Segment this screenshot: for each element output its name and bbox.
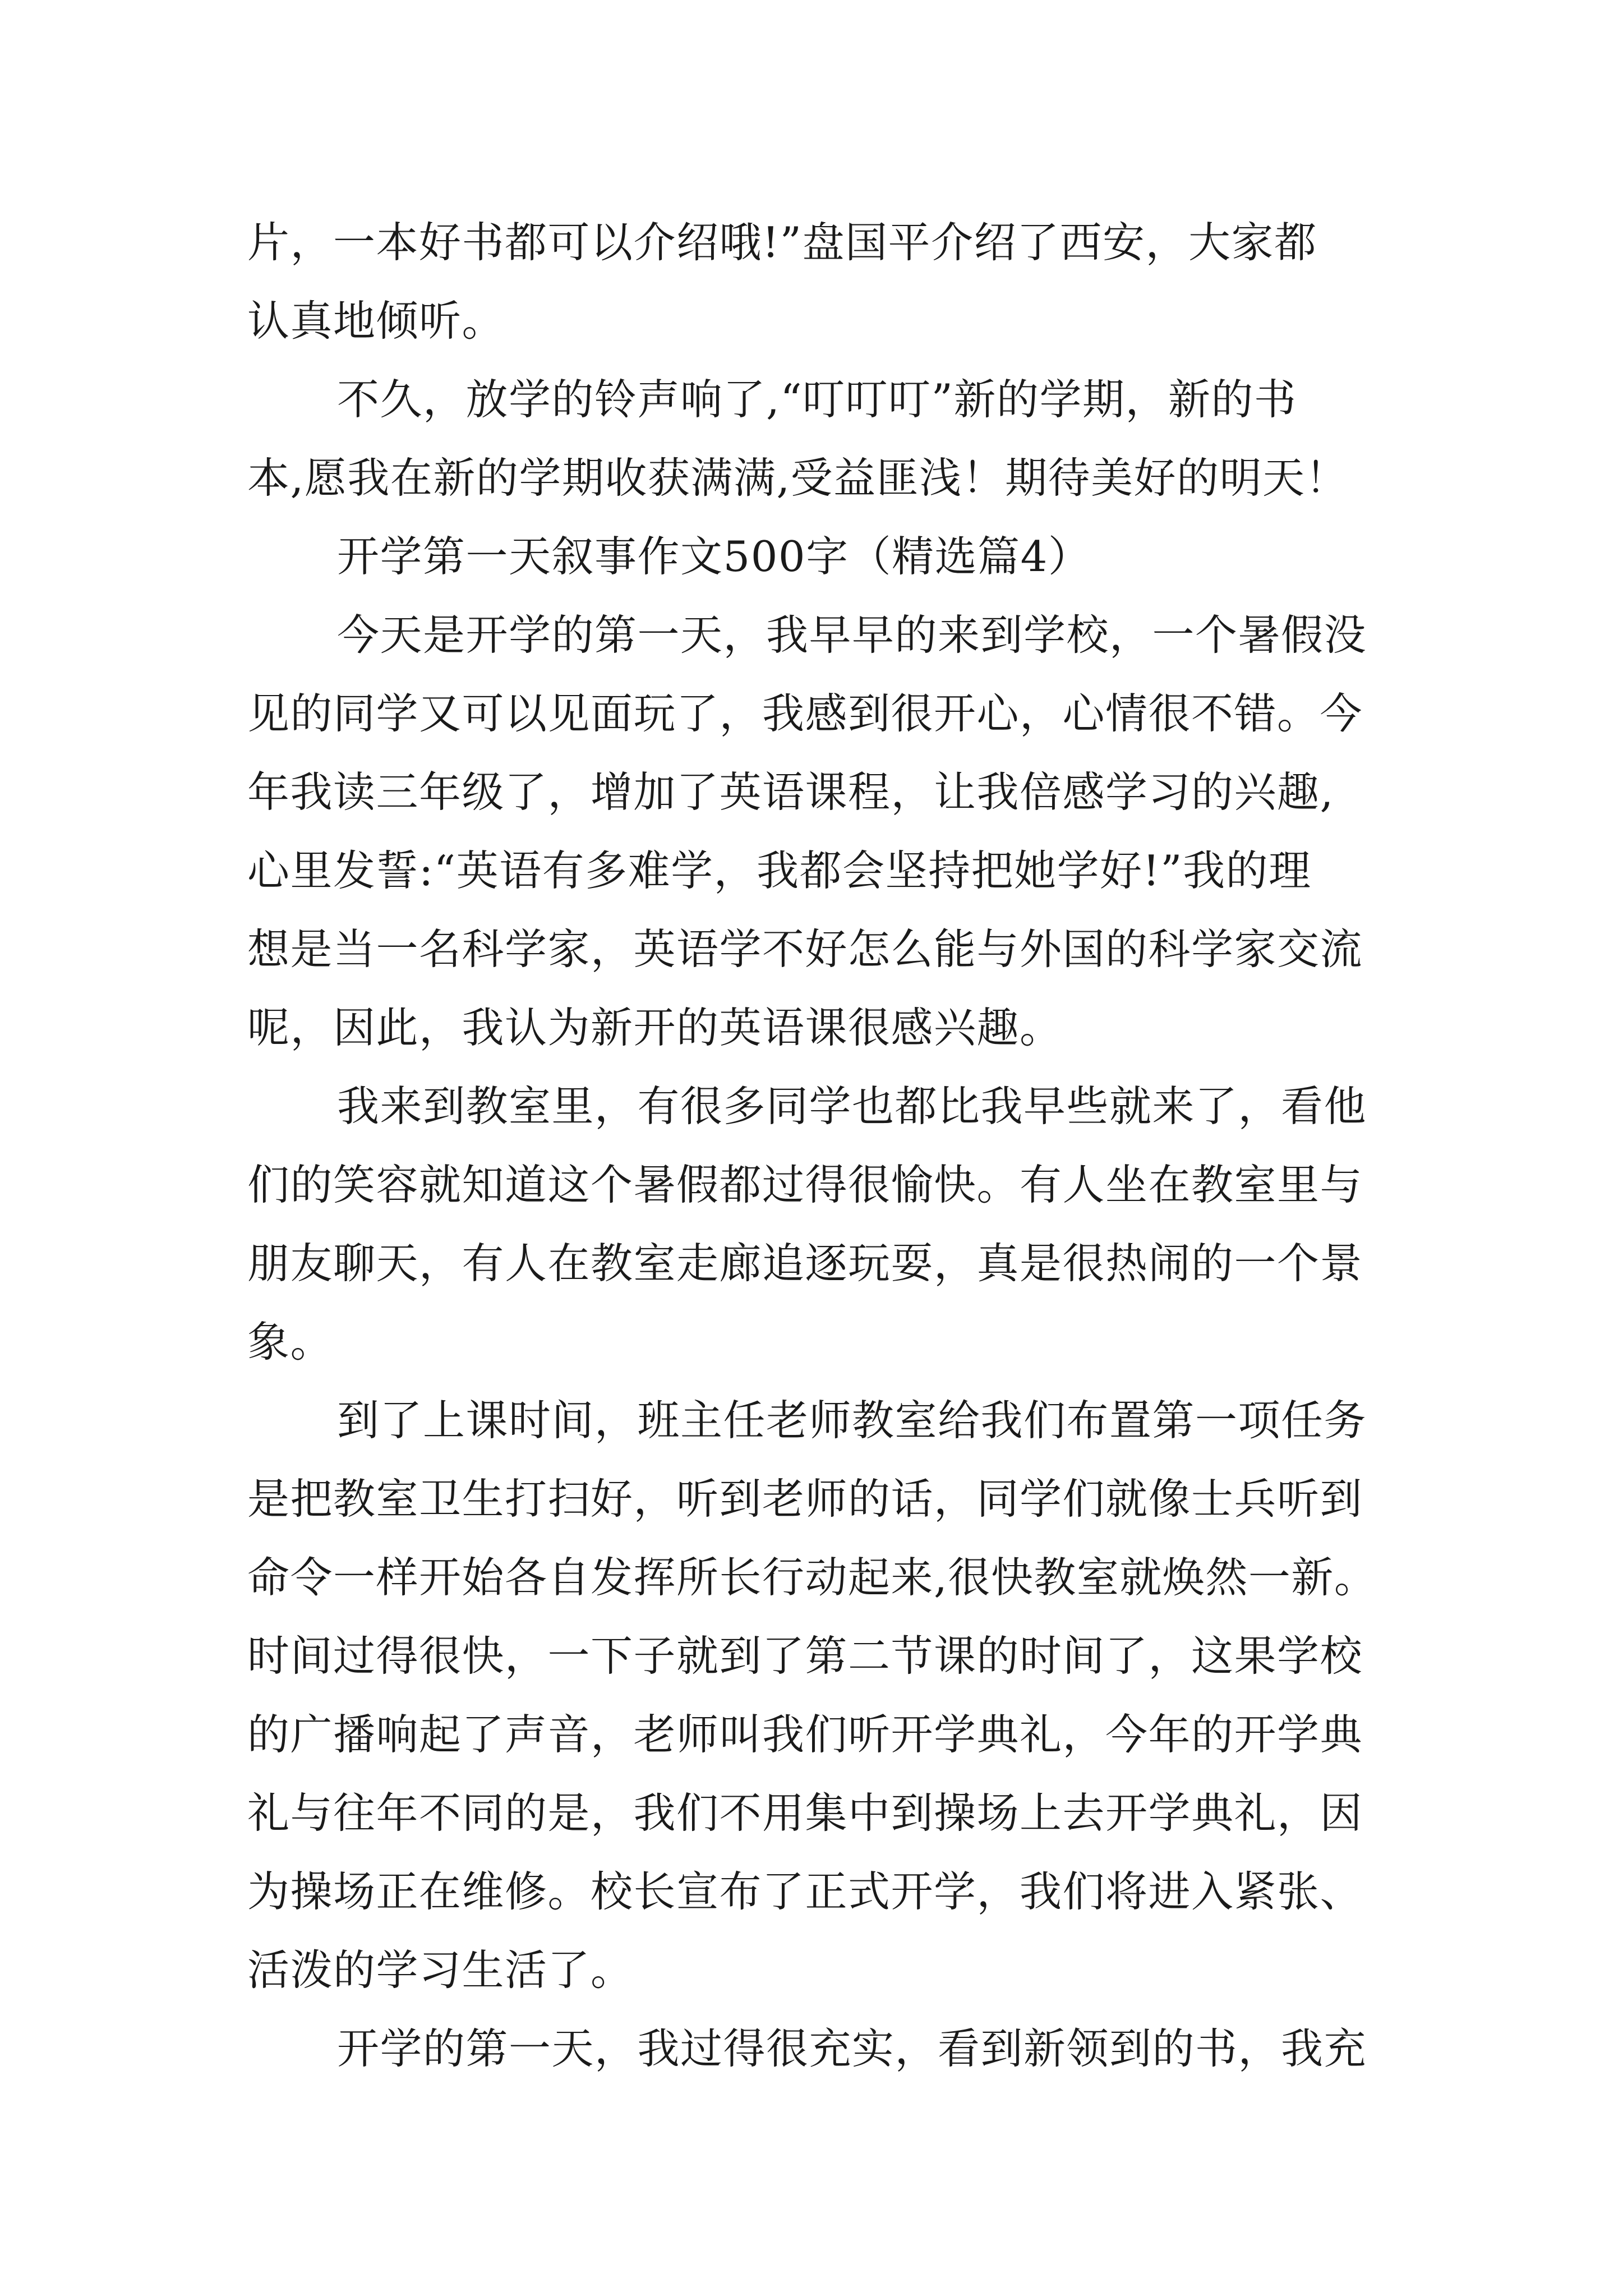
paragraph-start-line: 我来到教室里，有很多同学也都比我早些就来了，看他 — [337, 1082, 1367, 1131]
text-line: 见的同学又可以见面玩了，我感到很开心，心情很不错。今 — [247, 689, 1363, 738]
text-line: 心里发誓:“英语有多难学，我都会坚持把她学好!”我的理 — [247, 846, 1312, 895]
section-heading: 开学第一天叙事作文500字（精选篇4） — [337, 532, 1091, 581]
essay-text — [247, 203, 1386, 2088]
text-line: 们的笑容就知道这个暑假都过得很愉快。有人坐在教室里与 — [247, 1160, 1363, 1209]
text-line: 命令一样开始各自发挥所长行动起来,很快教室就焕然一新。 — [247, 1553, 1377, 1602]
text-line: 的广播响起了声音，老师叫我们听开学典礼，今年的开学典 — [247, 1710, 1363, 1759]
text-line: 活泼的学习生活了。 — [247, 1945, 634, 1995]
paragraph-start-line: 开学的第一天，我过得很充实，看到新领到的书，我充 — [337, 2024, 1367, 2073]
text-line: 是把教室卫生打扫好，听到老师的话，同学们就像士兵听到 — [247, 1474, 1363, 1524]
paragraph-start-line: 今天是开学的第一天，我早早的来到学校，一个暑假没 — [337, 610, 1367, 660]
text-line: 认真地倾听。 — [247, 296, 505, 346]
paragraph-start-line: 不久，放学的铃声响了,“叮叮叮”新的学期，新的书 — [337, 375, 1297, 424]
text-line: 为操场正在维修。校长宣布了正式开学，我们将进入紧张、 — [247, 1867, 1363, 1916]
text-line: 本,愿我在新的学期收获满满,受益匪浅！期待美好的明天！ — [247, 453, 1349, 503]
text-line: 象。 — [247, 1317, 334, 1366]
paragraph-start-line: 到了上课时间，班主任老师教室给我们布置第一项任务 — [337, 1396, 1367, 1445]
text-line: 呢，因此，我认为新开的英语课很感兴趣。 — [247, 1003, 1063, 1052]
text-line: 片，一本好书都可以介绍哦!”盘国平介绍了西安，大家都 — [247, 218, 1317, 267]
text-line: 年我读三年级了，增加了英语课程，让我倍感学习的兴趣, — [247, 767, 1334, 817]
text-line: 朋友聊天，有人在教室走廊追逐玩耍，真是很热闹的一个景 — [247, 1239, 1363, 1288]
text-line: 想是当一名科学家，英语学不好怎么能与外国的科学家交流 — [247, 924, 1363, 974]
text-line: 时间过得很快，一下子就到了第二节课的时间了，这果学校 — [247, 1631, 1363, 1681]
text-line: 礼与往年不同的是，我们不用集中到操场上去开学典礼，因 — [247, 1788, 1363, 1838]
